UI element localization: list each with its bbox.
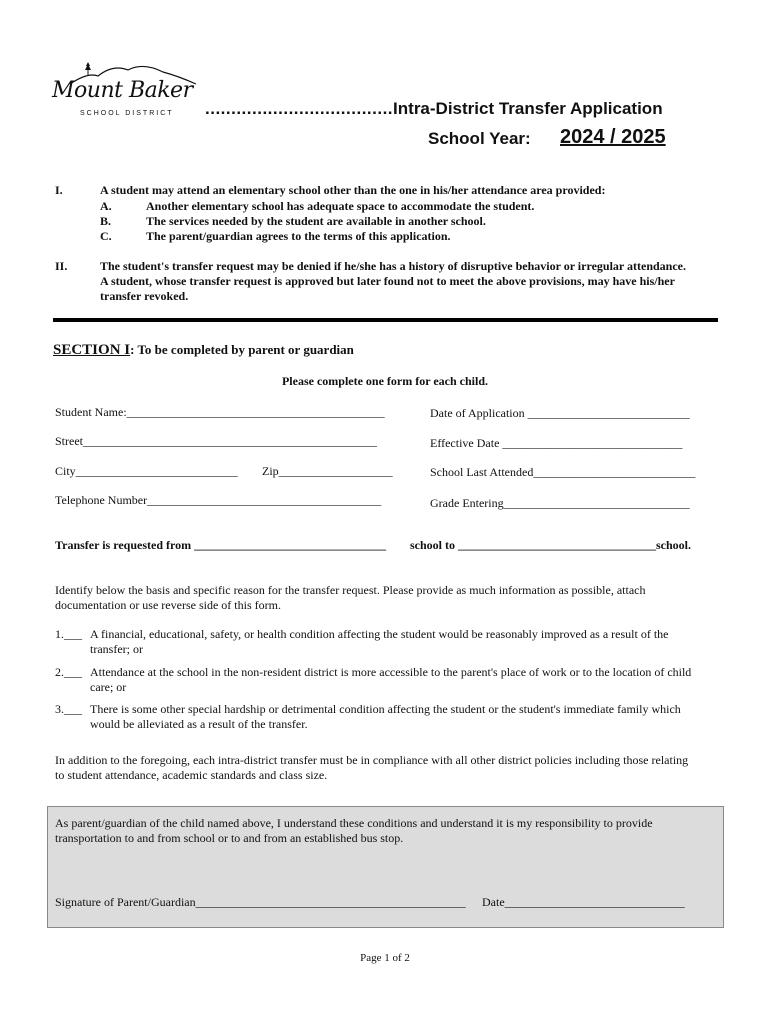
agreement-line2: transportation to and from school or to and from an established bus stop. — [55, 831, 404, 845]
signature-field[interactable]: Signature of Parent/Guardian_____________________________________________ — [55, 895, 466, 909]
transfer-from-field[interactable]: Transfer is requested from ________________________________ — [55, 538, 387, 552]
intro-c-label: C. — [100, 229, 112, 243]
section-subtitle: : To be completed by parent or guardian — [130, 342, 354, 357]
intro-a-text: Another elementary school has adequate space to accommodate the student. — [146, 199, 535, 213]
date-of-application-field[interactable]: Date of Application ___________________________ — [430, 406, 690, 420]
student-name-field[interactable]: Student Name:___________________________________________ — [55, 405, 385, 419]
form-title — [205, 99, 663, 119]
logo-subtitle: SCHOOL DISTRICT — [80, 110, 174, 117]
logo-wordmark: Mount Baker — [52, 78, 193, 103]
section-heading — [53, 342, 354, 359]
reason-2-checkbox[interactable]: 2.___ — [55, 665, 82, 679]
agreement-line1: As parent/guardian of the child named above, I understand these conditions and understand it is my responsibility to provide — [55, 816, 653, 830]
reason-3-checkbox[interactable]: 3.___ — [55, 702, 82, 716]
street-field[interactable]: Street_________________________________________________ — [55, 434, 377, 448]
school-year-value: 2024 / 2025 — [560, 126, 666, 148]
intro-i-text: A student may attend an elementary school other than the one in his/her attendance area provided: — [100, 183, 606, 197]
identify-line1: Identify below the basis and specific reason for the transfer request. Please provide as much information as possible, attach — [55, 583, 646, 597]
intro-ii-label: II. — [55, 259, 68, 273]
section-note: Please complete one form for each child. — [281, 374, 489, 388]
intro-ii-line2: A student, whose transfer request is approved but later found not to meet the above provisions, may have his/her — [100, 274, 675, 288]
city-field[interactable]: City___________________________ — [55, 464, 238, 478]
reason-1-checkbox[interactable]: 1.___ — [55, 627, 82, 641]
reason-2-line2: care; or — [90, 680, 127, 694]
reason-2-line1: Attendance at the school in the non-resident district is more accessible to the parent's place of work or to the location of child — [90, 665, 692, 679]
intro-ii-line3: transfer revoked. — [100, 289, 189, 303]
intro-c-text: The parent/guardian agrees to the terms of this application. — [146, 229, 451, 243]
section-divider — [53, 318, 718, 322]
intro-ii-line1: The student's transfer request may be denied if he/she has a history of disruptive behavior or irregular attendance. — [100, 259, 687, 273]
section-label: SECTION I — [53, 342, 131, 358]
effective-date-field[interactable]: Effective Date ______________________________ — [430, 436, 683, 450]
intro-a-label: A. — [100, 199, 112, 213]
signature-date-field[interactable]: Date______________________________ — [482, 895, 685, 909]
intro-b-label: B. — [100, 214, 112, 228]
identify-line2: documentation or use reverse side of this form. — [55, 598, 281, 612]
grade-entering-field[interactable]: Grade Entering_______________________________ — [430, 496, 690, 510]
school-year-label: School Year: — [428, 129, 531, 148]
school-last-attended-field[interactable]: School Last Attended___________________________ — [430, 465, 696, 479]
compliance-line1: In addition to the foregoing, each intra-district transfer must be in compliance with all other district policies including those relating — [55, 753, 689, 767]
telephone-field[interactable]: Telephone Number_______________________________________ — [55, 493, 382, 507]
reason-1-line2: transfer; or — [90, 642, 143, 656]
title-text: Intra-District Transfer Application — [393, 99, 663, 118]
intro-i-label: I. — [55, 183, 63, 197]
agreement-box — [47, 806, 724, 928]
page-number: Page 1 of 2 — [360, 952, 410, 964]
compliance-line2: to student attendance, academic standards and class size. — [55, 768, 328, 782]
reason-3-line2: would be alleviated as a result of the transfer. — [90, 717, 308, 731]
reason-3-line1: There is some other special hardship or detrimental condition affecting the student or the student's immediate family which — [90, 702, 681, 716]
title-leader-dots: .................................... — [205, 99, 394, 118]
transfer-to-field[interactable]: school to _________________________________school. — [410, 538, 692, 552]
reason-1-line1: A financial, educational, safety, or health condition affecting the student would be reasonably improved as a result of the — [90, 627, 669, 641]
intro-b-text: The services needed by the student are available in another school. — [146, 214, 486, 228]
zip-field[interactable]: Zip___________________ — [262, 464, 393, 478]
